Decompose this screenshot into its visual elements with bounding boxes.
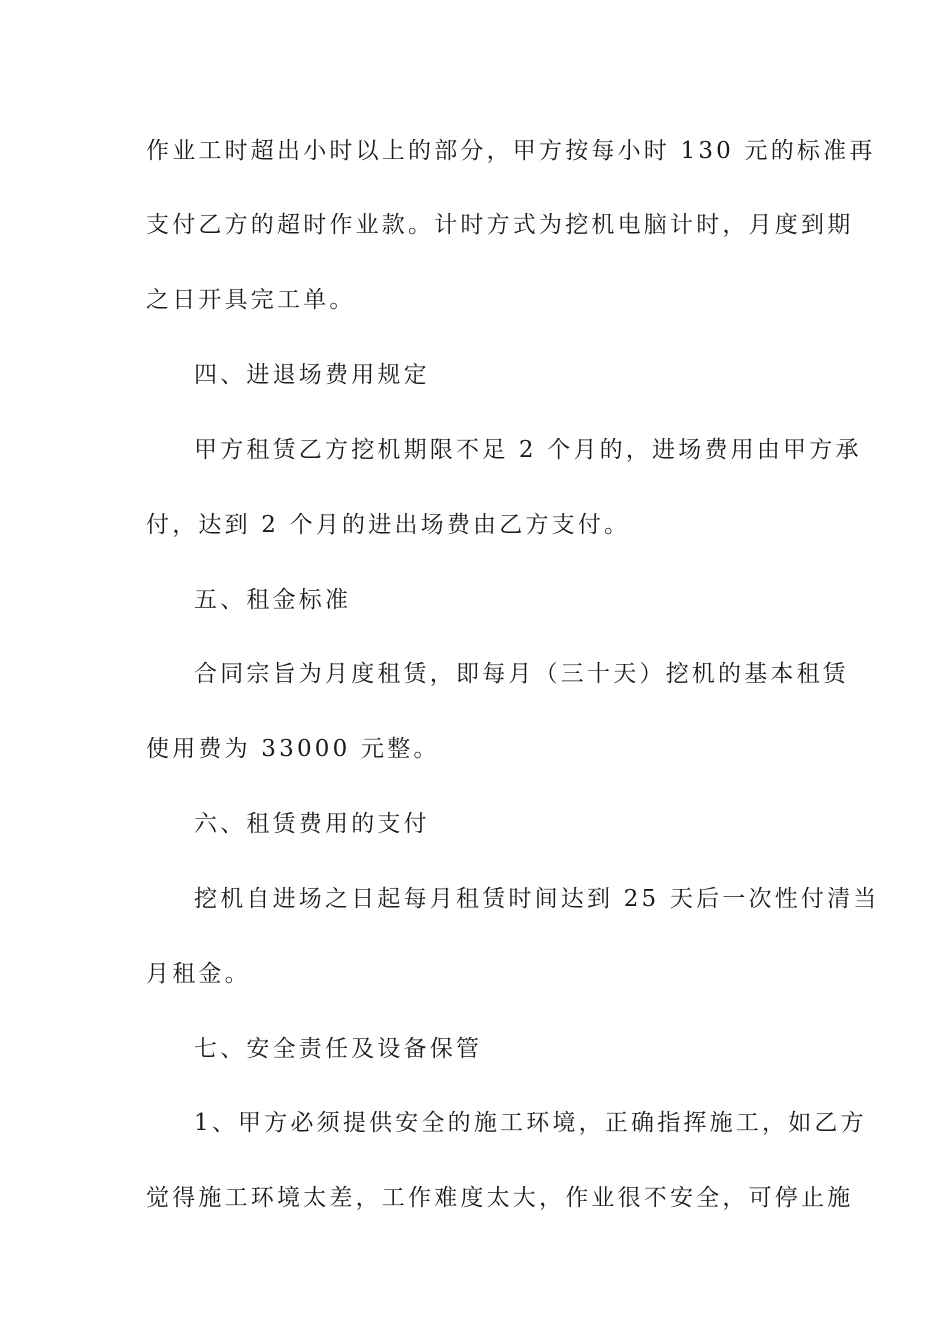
body-text-line: 觉得施工环境太差，工作难度太大，作业很不安全，可停止施 xyxy=(146,1185,854,1211)
body-text-line: 支付乙方的超时作业款。计时方式为挖机电脑计时，月度到期 xyxy=(146,212,854,238)
section-heading: 六、租赁费用的支付 xyxy=(194,811,430,837)
body-text-line: 作业工时超出小时以上的部分，甲方按每小时 130 元的标准再 xyxy=(146,138,876,164)
body-text-line: 合同宗旨为月度租赁，即每月（三十天）挖机的基本租赁 xyxy=(194,661,849,687)
body-text-line: 使用费为 33000 元整。 xyxy=(146,736,440,762)
body-text-line: 甲方租赁乙方挖机期限不足 2 个月的，进场费用由甲方承 xyxy=(194,437,862,463)
section-heading: 五、租金标准 xyxy=(194,587,352,613)
body-text-line: 1、甲方必须提供安全的施工环境，正确指挥施工，如乙方 xyxy=(194,1110,867,1136)
body-text-line: 月租金。 xyxy=(146,961,251,987)
section-heading: 四、进退场费用规定 xyxy=(194,362,430,388)
body-text-line: 之日开具完工单。 xyxy=(146,287,356,313)
body-text-line: 付，达到 2 个月的进出场费由乙方支付。 xyxy=(146,512,631,538)
body-text-line: 挖机自进场之日起每月租赁时间达到 25 天后一次性付清当 xyxy=(194,886,880,912)
section-heading: 七、安全责任及设备保管 xyxy=(194,1036,483,1062)
